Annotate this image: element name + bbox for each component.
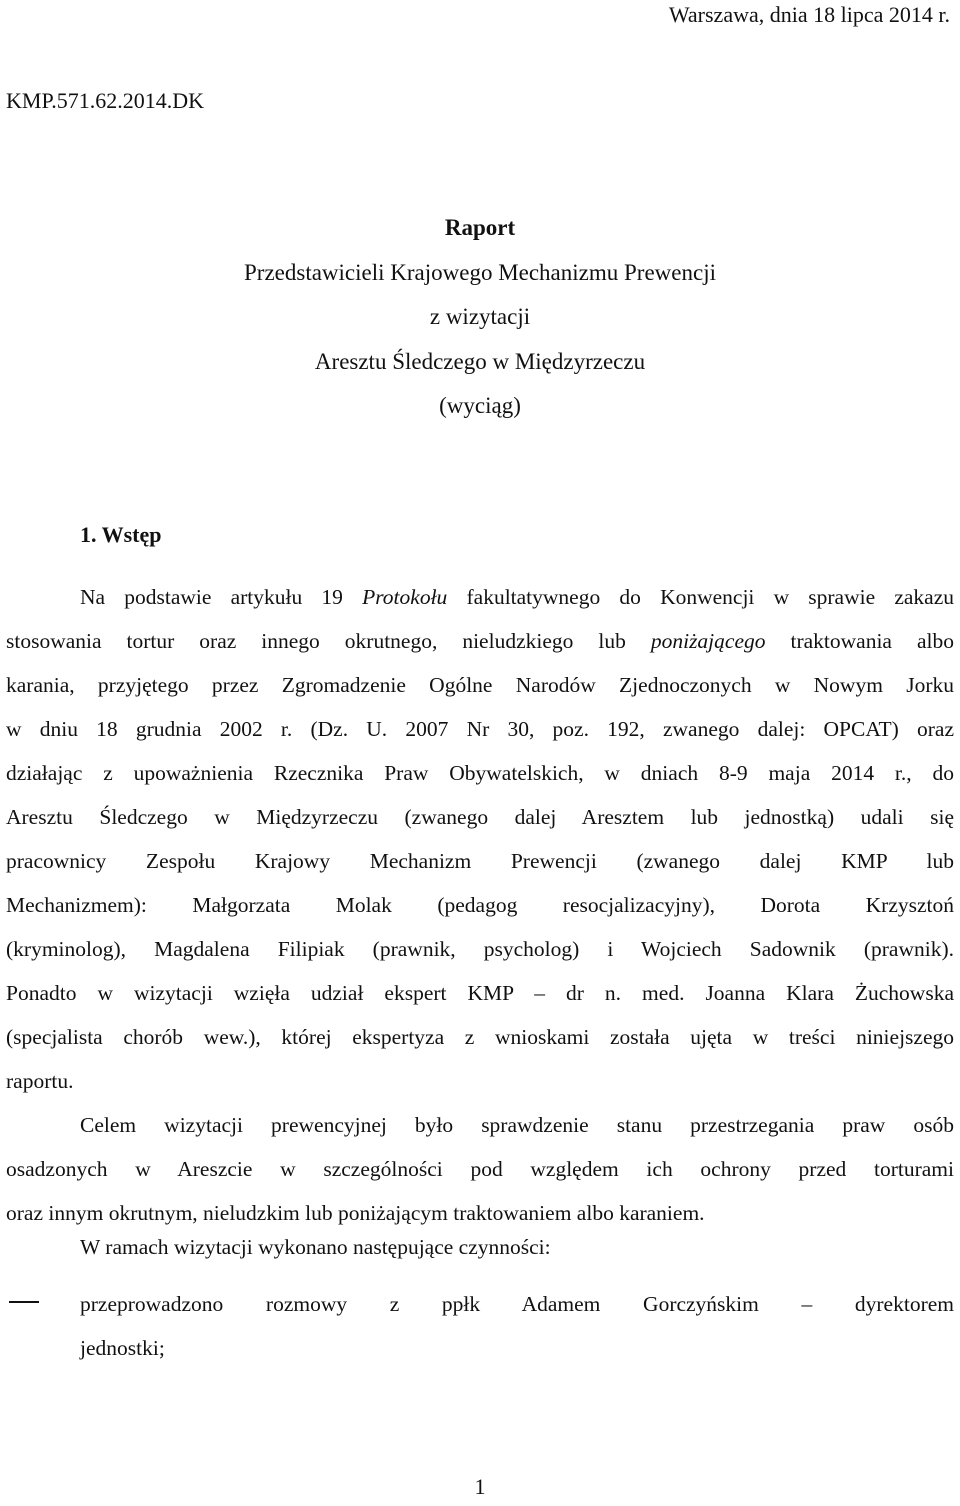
emphasis-text: Protokołu bbox=[362, 585, 448, 609]
list-item bbox=[80, 1282, 954, 1370]
list-item-line: przeprowadzono rozmowy z ppłk Adamem Gorczyńskim – dyrektorem bbox=[80, 1292, 954, 1316]
report-title bbox=[0, 212, 960, 435]
title-line-1: Raport bbox=[444, 215, 516, 240]
title-line-4: Aresztu Śledczego w Międzyrzeczu bbox=[314, 348, 646, 374]
paragraph-line: Aresztu Śledczego w Międzyrzeczu (zwanego dalej Aresztem lub jednostką) udali się bbox=[6, 805, 954, 829]
paragraph-line: (kryminolog), Magdalena Filipiak (prawnik, psycholog) i Wojciech Sadownik (prawnik). bbox=[6, 937, 954, 961]
text-run: Na podstawie artykułu 19 bbox=[80, 585, 363, 609]
section-heading: 1. Wstęp bbox=[80, 522, 162, 547]
title-line-2: Przedstawicieli Krajowego Mechanizmu Prewencji bbox=[244, 259, 716, 285]
text-run: traktowania albo bbox=[765, 629, 954, 653]
text-run: stosowania tortur oraz innego okrutnego, nieludzkiego lub bbox=[6, 629, 651, 653]
paragraph-line bbox=[6, 575, 954, 619]
activities-intro: W ramach wizytacji wykonano następujące czynności: bbox=[80, 1235, 551, 1259]
paragraph-line bbox=[6, 619, 954, 663]
document-date: Warszawa, dnia 18 lipca 2014 r. bbox=[668, 2, 950, 27]
paragraph-line: (specjalista chorób wew.), której ekspertyza z wnioskami została ujęta w treści niniejszego bbox=[6, 1025, 954, 1049]
paragraph-line: działając z upoważnienia Rzecznika Praw Obywatelskich, w dniach 8-9 maja 2014 r., do bbox=[6, 761, 954, 785]
paragraph-line: pracownicy Zespołu Krajowy Mechanizm Prewencji (zwanego dalej KMP lub bbox=[6, 849, 954, 873]
reference-number: KMP.571.62.2014.DK bbox=[6, 88, 205, 113]
paragraph-line: Ponadto w wizytacji wzięła udział ekspert KMP – dr n. med. Joanna Klara Żuchowska bbox=[6, 981, 954, 1005]
paragraph-line: oraz innym okrutnym, nieludzkim lub poniżającym traktowaniem albo karaniem. bbox=[6, 1201, 705, 1225]
paragraph-line: raportu. bbox=[6, 1069, 74, 1093]
page-number: 1 bbox=[474, 1474, 486, 1499]
paragraph-introduction bbox=[6, 575, 954, 1103]
text-run: fakultatywnego do Konwencji w sprawie zakazu bbox=[447, 585, 954, 609]
paragraph-line: w dniu 18 grudnia 2002 r. (Dz. U. 2007 Nr 30, poz. 192, zwanego dalej: OPCAT) oraz bbox=[6, 717, 954, 741]
emphasis-text: poniżającego bbox=[650, 629, 766, 653]
list-item-line: jednostki; bbox=[80, 1336, 165, 1360]
title-line-3: z wizytacji bbox=[429, 304, 531, 329]
paragraph-line: Celem wizytacji prewencyjnej było sprawdzenie stanu przestrzegania praw osób bbox=[80, 1113, 954, 1137]
title-line-5: (wyciąg) bbox=[439, 393, 521, 418]
paragraph-line: karania, przyjętego przez Zgromadzenie Ogólne Narodów Zjednoczonych w Nowym Jorku bbox=[6, 673, 954, 697]
paragraph-purpose bbox=[6, 1103, 954, 1235]
paragraph-line: Mechanizmem): Małgorzata Molak (pedagog resocjalizacyjny), Dorota Krzysztoń bbox=[6, 893, 954, 917]
paragraph-line: osadzonych w Areszcie w szczególności pod względem ich ochrony przed torturami bbox=[6, 1157, 954, 1181]
list-dash-icon bbox=[6, 1281, 46, 1311]
